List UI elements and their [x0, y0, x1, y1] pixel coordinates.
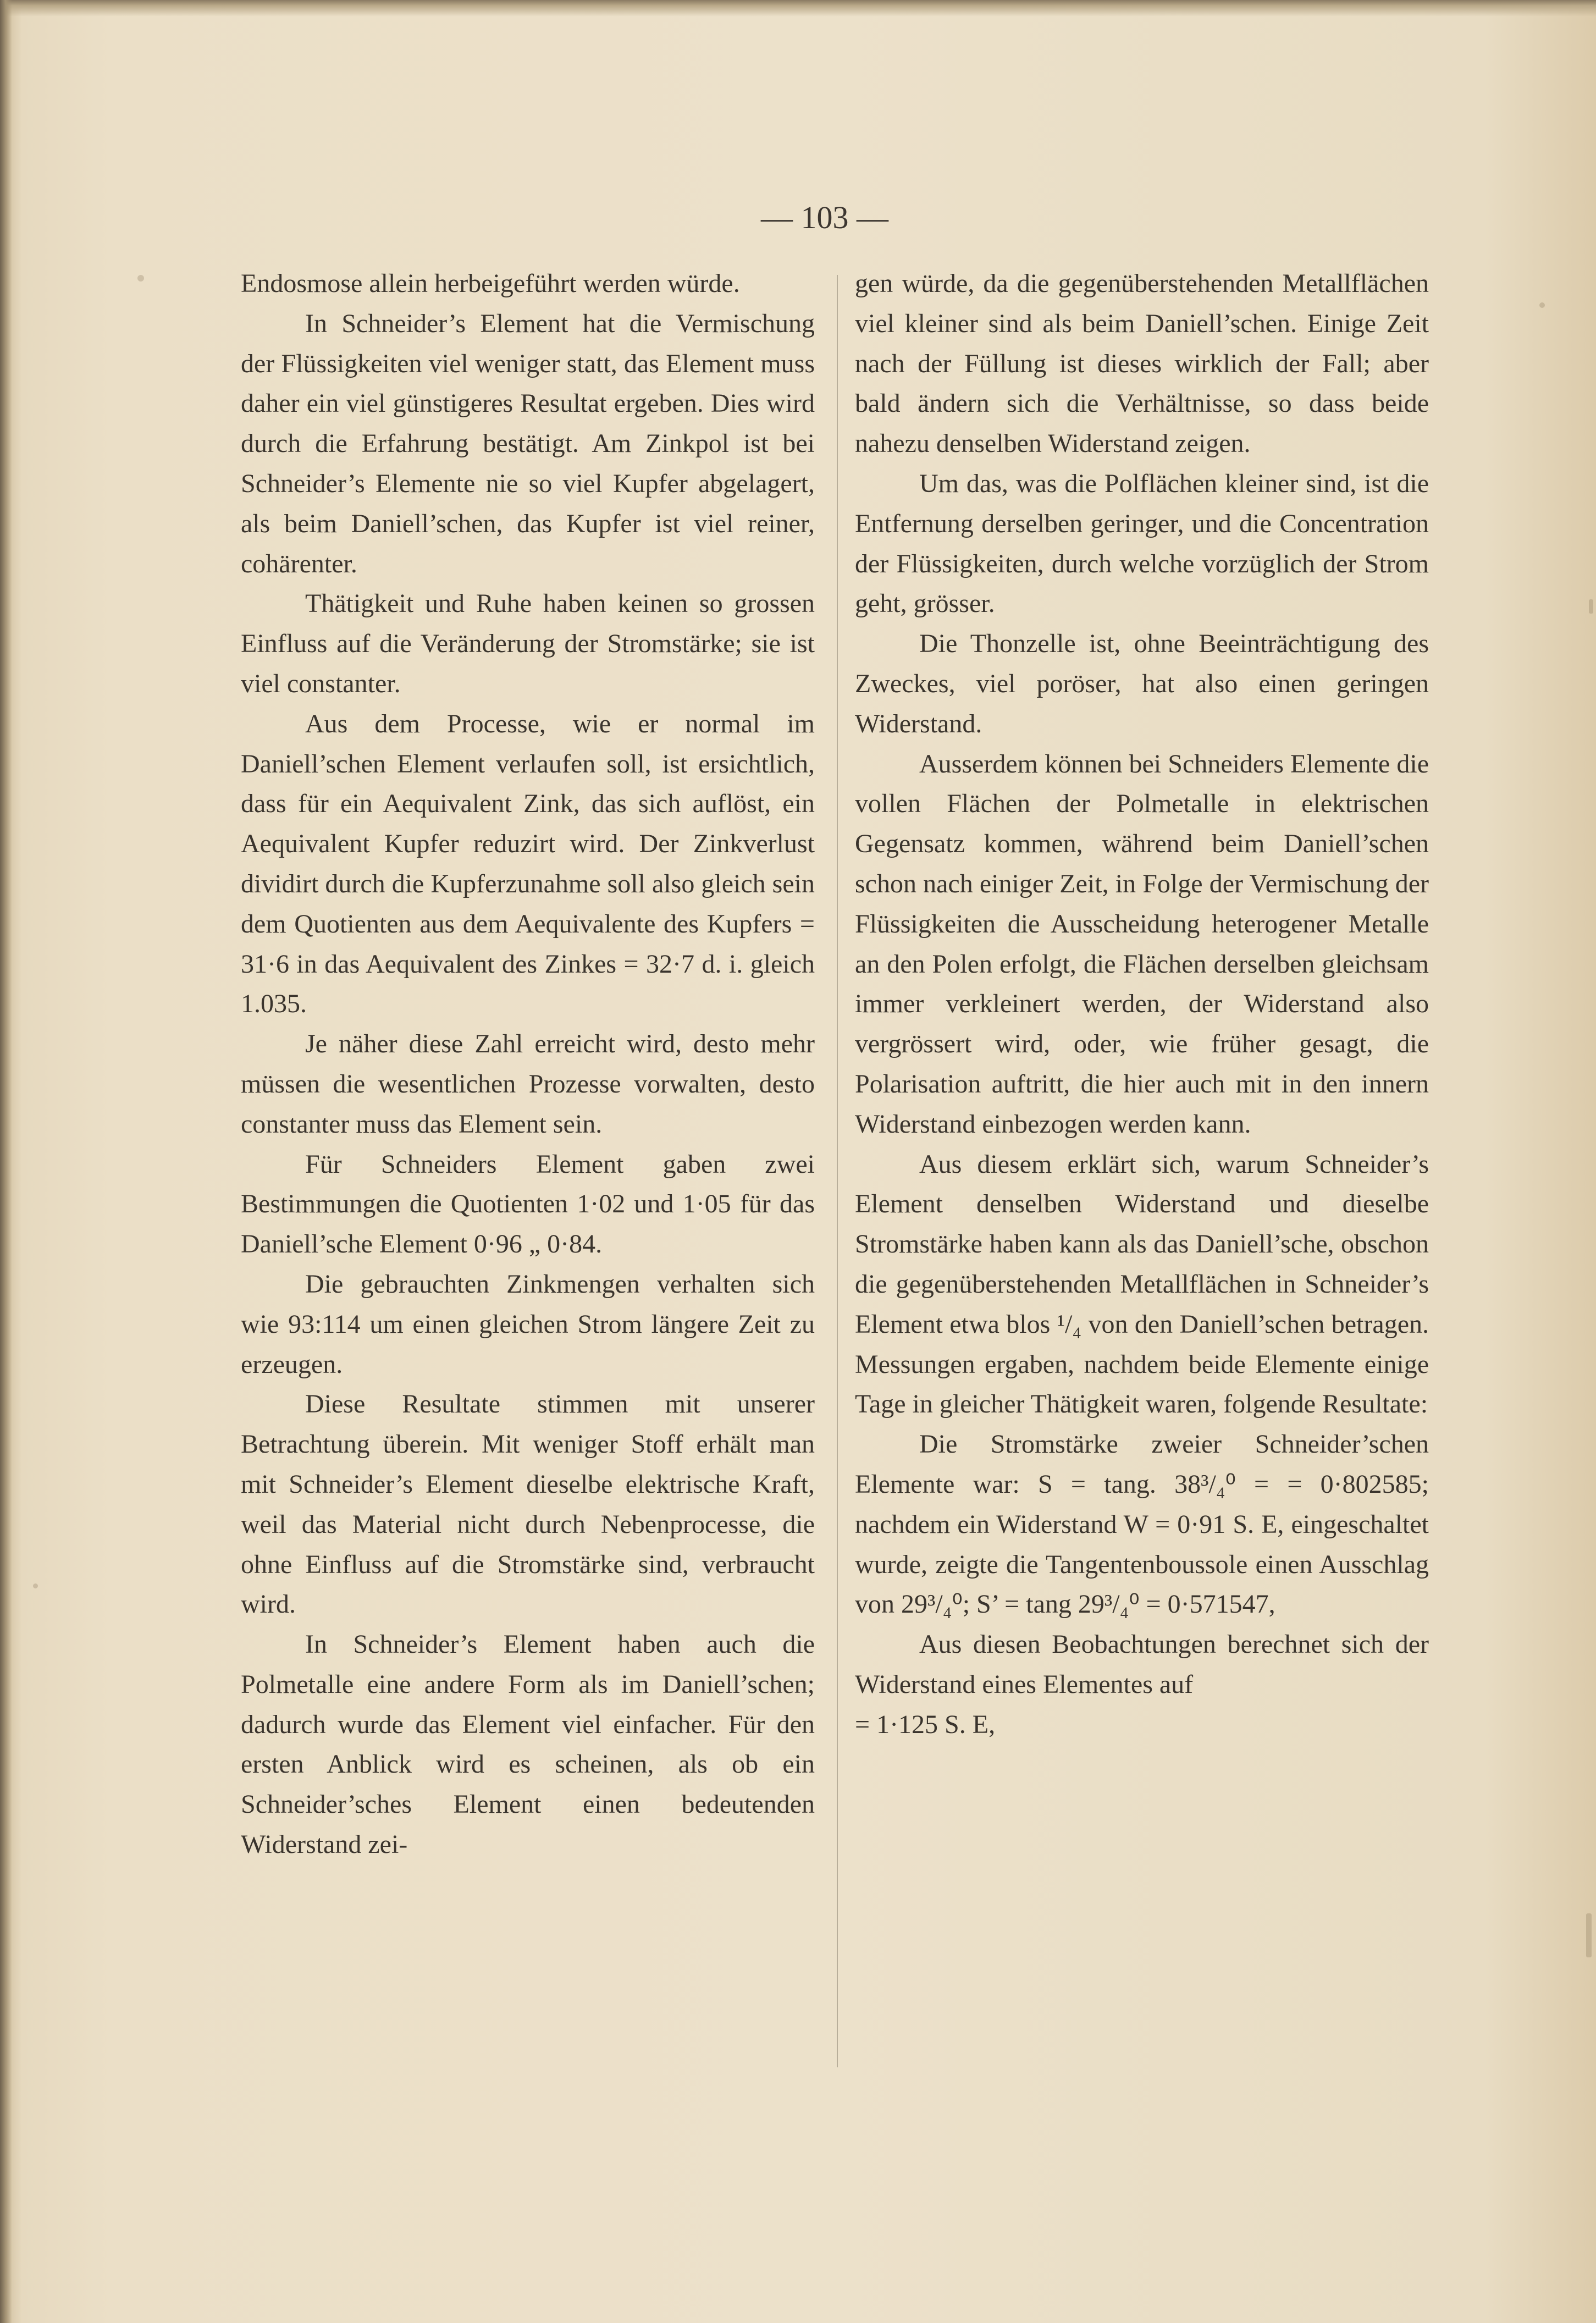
paragraph: Aus diesem erklärt sich, warum Schneider’s Element denselben Widerstand und dieselbe Stromstärke haben kann als das Daniell’sche, obschon die gegenüberstehenden Metallflächen in Schneider’s Element etwa blos ¹/₄ von den Daniell’schen betragen. Messungen ergaben, nachdem beide Elemente einige Tage in gleicher Thätigkeit waren, folgende Resultate: — [855, 1149, 1429, 1419]
paper-speck — [33, 1583, 38, 1588]
paragraph: gen würde, da die gegenüberstehenden Metallflächen viel kleiner sind als beim Daniell’schen. Einige Zeit nach der Füllung ist dieses wirklich der Fall; aber bald ändern sich die Verhältnisse, so dass beide nahezu denselben Widerstand zeigen. — [855, 269, 1429, 459]
result-formula: = 1·125 S. E, — [855, 1709, 996, 1739]
paragraph: Aus diesen Beobachtungen berechnet sich der Widerstand eines Elementes auf — [855, 1630, 1429, 1699]
paragraph: Die gebrauchten Zinkmengen verhalten sich wie 93:114 um einen gleichen Strom längere Zeit zu erzeugen. — [241, 1269, 815, 1379]
paper-speck — [1586, 1913, 1592, 1957]
paragraph: Die Stromstärke zweier Schneider’schen Elemente war: S = tang. 38³/₄⁰ = = 0·802585; nachdem ein Widerstand W = 0·91 S. E, eingeschaltet wurde, zeigte die Tangentenboussole einen Ausschlag von 29³/₄⁰; S’ = tang 29³/₄⁰ = 0·571547, — [855, 1430, 1429, 1619]
page-number: — 103 — — [761, 200, 888, 235]
right-text-column — [855, 264, 1429, 1745]
paragraph: Ausserdem können bei Schneiders Elemente die vollen Flächen der Polmetalle in elektrischen Gegensatz kommen, während beim Daniell’schen schon nach einiger Zeit, in Folge der Vermischung der Flüssigkeiten die Ausscheidung heterogener Metalle an den Polen erfolgt, die Flächen derselben gleichsam immer verkleinert werden, der Widerstand also vergrössert wird, oder, wie früher gesagt, die Polarisation auftritt, die hier auch mit in den innern Widerstand einbezogen werden kann. — [855, 749, 1429, 1139]
paragraph: In Schneider’s Element hat die Vermischung der Flüssigkeiten viel weniger statt, das Element muss daher ein viel günstigeres Resultat ergeben. Dies wird durch die Erfahrung bestätigt. Am Zinkpol ist bei Schneider’s Elemente nie so viel Kupfer abgelagert, als beim Daniell’schen, das Kupfer ist viel reiner, cohärenter. — [241, 308, 815, 578]
top-edge-shadow — [0, 0, 1596, 16]
paragraph: Aus dem Processe, wie er normal im Daniell’schen Element verlaufen soll, ist ersichtlich, dass für ein Aequivalent Zink, das sich auflöst, ein Aequivalent Kupfer reduzirt wird. Der Zinkverlust dividirt durch die Kupferzunahme soll also gleich sein dem Quotienten aus dem Aequivalente des Kupfers = 31·6 in das Aequivalent des Zinkes = 32·7 d. i. gleich 1.035. — [241, 709, 815, 1019]
paragraph: Thätigkeit und Ruhe haben keinen so grossen Einfluss auf die Veränderung der Stromstärke; sie ist viel constanter. — [241, 589, 815, 698]
paragraph: Je näher diese Zahl erreicht wird, desto mehr müssen die wesentlichen Prozesse vorwalten, desto constanter muss das Element sein. — [241, 1029, 815, 1139]
paper-speck — [1539, 302, 1545, 308]
paragraph: Endosmose allein herbeigeführt werden würde. — [241, 269, 740, 298]
paragraph: In Schneider’s Element haben auch die Polmetalle eine andere Form als im Daniell’schen; dadurch wurde das Element viel einfacher. Für den ersten Anblick wird es scheinen, als ob ein Schneider’sches Element einen bedeutenden Widerstand zei- — [241, 1630, 815, 1859]
paragraph: Die Thonzelle ist, ohne Beeinträchtigung des Zweckes, viel poröser, hat also einen geringen Widerstand. — [855, 629, 1429, 738]
paper-speck — [137, 275, 144, 282]
column-divider — [837, 275, 838, 2067]
paper-speck — [1589, 599, 1593, 614]
left-text-column — [241, 264, 815, 1865]
paragraph: Für Schneiders Element gaben zwei Bestimmungen die Quotienten 1·02 und 1·05 für das Daniell’sche Element 0·96 „ 0·84. — [241, 1149, 815, 1259]
paragraph: Diese Resultate stimmen mit unserer Betrachtung überein. Mit weniger Stoff erhält man mit Schneider’s Element dieselbe elektrische Kraft, weil das Material nicht durch Nebenprocesse, die ohne Einfluss auf die Stromstärke sind, verbraucht wird. — [241, 1389, 815, 1619]
binding-edge — [0, 0, 12, 2323]
paragraph: Um das, was die Polflächen kleiner sind, ist die Entfernung derselben geringer, und die Concentration der Flüssigkeiten, durch welche vorzüglich der Strom geht, grösser. — [855, 468, 1429, 619]
